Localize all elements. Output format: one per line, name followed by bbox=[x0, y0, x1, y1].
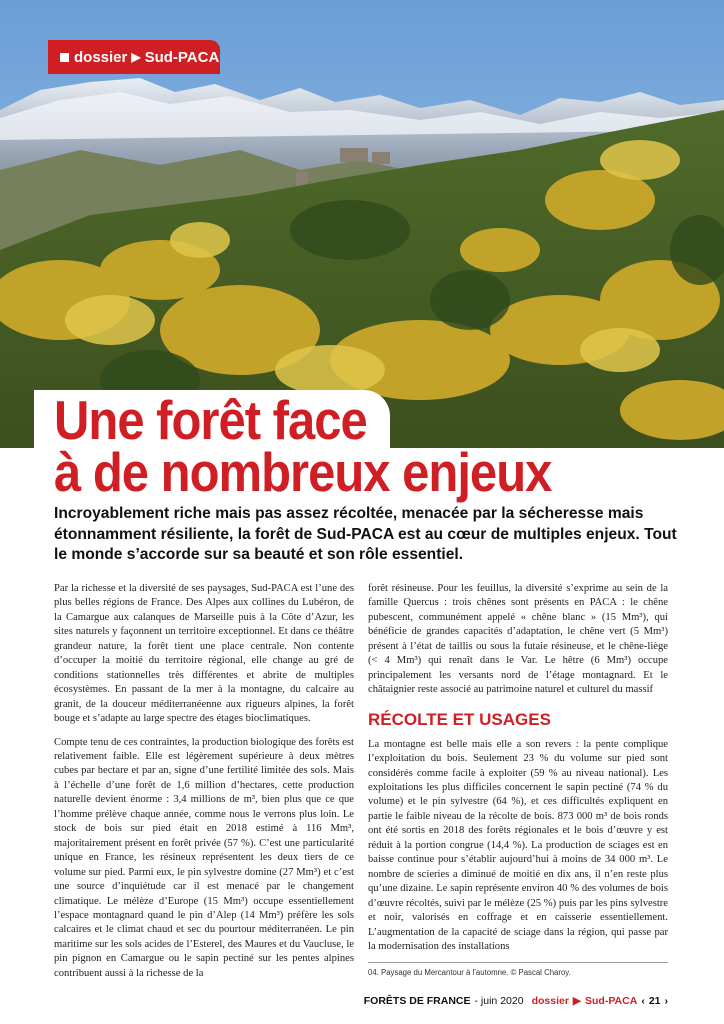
page-title bbox=[54, 390, 694, 504]
section-heading: RÉCOLTE ET USAGES bbox=[368, 709, 551, 729]
body-column-left bbox=[54, 582, 354, 984]
footer-region: Sud-PACA bbox=[585, 995, 638, 1007]
page-number-open: ‹ bbox=[641, 995, 645, 1007]
page-number-close: › bbox=[664, 995, 668, 1007]
caption-divider bbox=[368, 962, 668, 963]
square-bullet-icon bbox=[60, 53, 69, 62]
body-paragraph: forêt résineuse. Pour les feuillus, la diversité s’exprime au sein de la famille Quercus : trois chênes sont présents en PACA : le chêne pubescent, communément appelé « chêne blanc » (15 Mm³), qui bénéficie de grandes capacités d’adaptation, le chêne vert (5 Mm³) présent à l’état de taillis ou sous la futaie résineuse, et le chêne-liège (< 4 Mm³) qui renaît dans le Var. Le hêtre (6 Mm³) occupe principalement les versants nord de l’étage montagnard. Et le châtaignier reste associé au patrimoine naturel et culturel du massif bbox=[368, 583, 668, 696]
lead-paragraph: Incroyablement riche mais pas assez récoltée, menacée par la sécheresse mais étonnamment résiliente, la forêt de Sud-PACA est au cœur de multiples enjeux. Tout le monde s’accorde sur sa beauté et son rôle essentiel. bbox=[54, 505, 677, 563]
page-footer bbox=[363, 993, 668, 1009]
body-paragraph: Par la richesse et la diversité de ses paysages, Sud-PACA est l’une des plus belles régions de France. Des Alpes aux collines du Lubéron, de la Camargue aux calanques de Marseille puis à la Côte d’Azur, les sites naturels y façonnent un territoire exceptionnel. Et dans ce théâtre grandeur nature, la forêt tient une place centrale. Non contente d’occuper la moitié du territoire régional, elle change au gré de conditions stationnelles très différentes et abrite de multiples écosystèmes. En passant de la mer à la montagne, du calcaire au granit, de la douceur méditerranéenne aux rigueurs alpines, la forêt bouge et s’adapte au large spectre des étages bioclimatiques. bbox=[54, 583, 354, 725]
title-line-2: à de nombreux enjeux bbox=[54, 442, 552, 504]
section-kicker bbox=[48, 40, 220, 74]
photo-caption: 04. Paysage du Mercantour à l’automne. © Pascal Charoy. bbox=[368, 968, 571, 977]
title-line-1: Une forêt face bbox=[54, 390, 367, 452]
page-number: 21 bbox=[648, 995, 661, 1007]
body-column-right bbox=[368, 582, 668, 966]
body-paragraph: Compte tenu de ces contraintes, la production biologique des forêts est relativement faible. Elle est légèrement supérieure à deux mètres cubes par hectare et par an, signe d’une fertilité limitée des sols. Mais à l’échelle d’une forêt de 1,6 million d’hectares, cette production naturelle devient énorme : 3,4 millions de m³, bien plus que ce que l’homme prélève chaque année, comme nous le verrons plus loin. Le stock de bois sur pied était en 2018 estimé à 116 Mm³, majoritairement présent en forêt privée (57 %). C’est une particularité unique en France, les résineux représentent les deux tiers de ce volume sur pied. Parmi eux, le pin sylvestre domine (27 Mm³) et c’est une source d’inquiétude car il est menacé par le changement climatique. Le mélèze d’Europe (15 Mm³) occupe essentiellement l’espace montagnard quand le pin d’Alep (14 Mm³) préfère les sols calcaires et le climat chaud et sec du pourtour méditerranéen. Le pin maritime sur les sols acides de l’Esterel, des Maures et du Vaucluse, le pin pignon en Camargue ou le sapin pectiné sur les pentes alpines contribuent aussi à la richesse de la bbox=[54, 736, 354, 979]
kicker-region: Sud-PACA bbox=[144, 48, 220, 66]
issue-date: - juin 2020 bbox=[474, 995, 524, 1007]
triangle-right-icon: ▶ bbox=[131, 50, 141, 64]
body-paragraph: La montagne est belle mais elle a son revers : la pente complique l’exploitation du bois. Seulement 23 % du volume sur pied sont considérés comme facile à exploiter (59 % au niveau national). Les exploitations les plus difficiles concernent le sapin pectiné (74 % du volume) et le pin sylvestre (64 %), et ces difficultés expliquent en partie le faible niveau de la récolte de bois. 873 000 m³ de bois ronds ont été sortis en 2018 des forêts régionales et le bois d’œuvre y est réduit à la portion congrue (14,4 %). La production de sciages est en baisse continue pour s’établir aujourd’hui à moins de 34 000 m³. Le nombre de scieries a diminué de moitié en dix ans, il n’en reste plus qu’une dizaine. Le sapin représente environ 40 % des volumes de bois d’œuvre récoltés, suivi par le mélèze (25 %) puis par les pins sylvestre et noir, valorisés en coffrage et en caisserie essentiellement. L’augmentation de la capacité de sciage dans la région, qui passe par la modernisation des installations bbox=[368, 738, 668, 952]
triangle-right-icon: ▶ bbox=[572, 995, 581, 1007]
kicker-section: dossier bbox=[74, 48, 128, 66]
footer-section: dossier bbox=[531, 995, 569, 1007]
magazine-name: FORÊTS DE FRANCE bbox=[363, 995, 471, 1007]
